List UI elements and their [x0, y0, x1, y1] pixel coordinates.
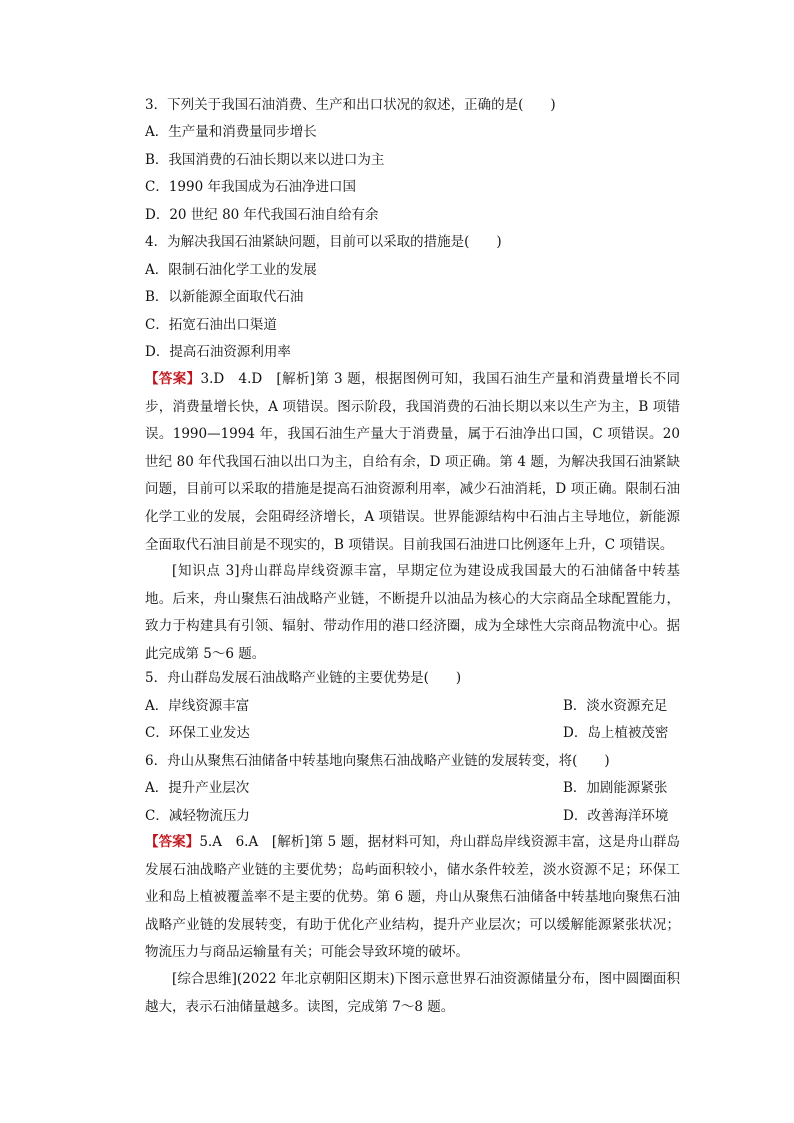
question-5-options-row-2: [145, 723, 669, 743]
question-3-option-b: B．我国消费的石油长期以来以进口为主: [145, 152, 385, 168]
question-5-option-b: B．淡水资源充足: [563, 698, 668, 714]
question-6-option-a: A．提升产业层次: [145, 780, 250, 796]
question-6-options-row-2: [145, 806, 669, 826]
answer-block-1: [145, 366, 680, 559]
answer-tag: 【答案】: [145, 371, 201, 387]
question-5-stem: 5．舟山群岛发展石油战略产业链的主要优势是( ): [145, 670, 462, 686]
question-4-option-b: B．以新能源全面取代石油: [145, 289, 304, 305]
material-paragraph: [知识点 3]舟山群岛岸线资源丰富，早期定位为建设成我国最大的石油储备中转基地。后来，舟山聚焦石油战略产业链，不断提升以油品为核心的大宗商品全球配置能力，致力于构建具有引领、辐射、带动作用的港口经济圈，成为全球性大宗商品物流中心。据此完成第 5～6 题。: [145, 563, 680, 662]
question-4-option-c: C．拓宽石油出口渠道: [145, 317, 277, 333]
question-4-option-d: D．提高石油资源利用率: [145, 344, 291, 360]
question-6-option-d: D．改善海洋环境: [563, 808, 669, 824]
question-4-option-a: A．限制石油化学工业的发展: [145, 262, 317, 278]
synthesis-paragraph: [综合思维](2022 年北京朝阳区期末)下图示意世界石油资源储量分布，图中圆圈面积越大，表示石油储量越多。读图，完成第 7～8 题。: [145, 971, 680, 1015]
answer-block-2: [145, 829, 680, 967]
question-5-option-c: C．环保工业发达: [145, 725, 250, 741]
question-3-option-c: C．1990 年我国成为石油净进口国: [145, 179, 356, 195]
question-6-stem: 6．舟山从聚焦石油储备中转基地向聚焦石油战略产业链的发展转变，将( ): [145, 753, 610, 769]
question-5-option-d: D．岛上植被茂密: [563, 725, 669, 741]
question-3-option-d: D．20 世纪 80 年代我国石油自给有余: [145, 207, 379, 223]
answer-explanation: 5.A 6.A [解析]第 5 题，据材料可知，舟山群岛岸线资源丰富，这是舟山群岛发展石油战略产业链的主要优势；岛屿面积较小，储水条件较差，淡水资源不足；环保工业和岛上植被覆盖率不是主要的优势。第 6 题，舟山从聚焦石油储备中转基地向聚焦石油战略产业链的发展转变，有助于优化产业结构，提升产业层次；可以缓解能源紧张状况；物流压力与商品运输量有关；可能会导致环境的破坏。: [145, 834, 680, 961]
answer-explanation: 3.D 4.D [解析]第 3 题，根据图例可知，我国石油生产量和消费量增长不同步，消费量增长快，A 项错误。图示阶段，我国消费的石油长期以来以生产为主，B 项错误。1990—1994 年，我国石油生产量大于消费量，属于石油净出口国，C 项错误。20 世纪 80 年代我国石油以出口为主，自给有余，D 项正确。第 4 题，为解决我国石油紧缺问题，目前可以采取的措施是提高石油资源利用率，减少石油消耗，D 项正确。限制石油化学工业的发展，会阻碍经济增长，A 项错误。世界能源结构中石油占主导地位，新能源全面取代石油目前是不现实的，B 项错误。目前我国石油进口比例逐年上升，C 项错误。: [145, 371, 680, 553]
question-6-option-b: B．加剧能源紧张: [563, 780, 668, 796]
question-4-stem: 4．为解决我国石油紧缺问题，目前可以采取的措施是( ): [145, 234, 502, 250]
answer-tag: 【答案】: [145, 834, 200, 850]
question-5-option-a: A．岸线资源丰富: [145, 698, 250, 714]
question-6-options-row-1: [145, 778, 668, 798]
question-3-option-a: A．生产量和消费量同步增长: [145, 124, 317, 140]
question-6-option-c: C．减轻物流压力: [145, 808, 250, 824]
question-5-options-row-1: [145, 696, 668, 716]
question-3-stem: 3．下列关于我国石油消费、生产和出口状况的叙述，正确的是( ): [145, 97, 556, 113]
